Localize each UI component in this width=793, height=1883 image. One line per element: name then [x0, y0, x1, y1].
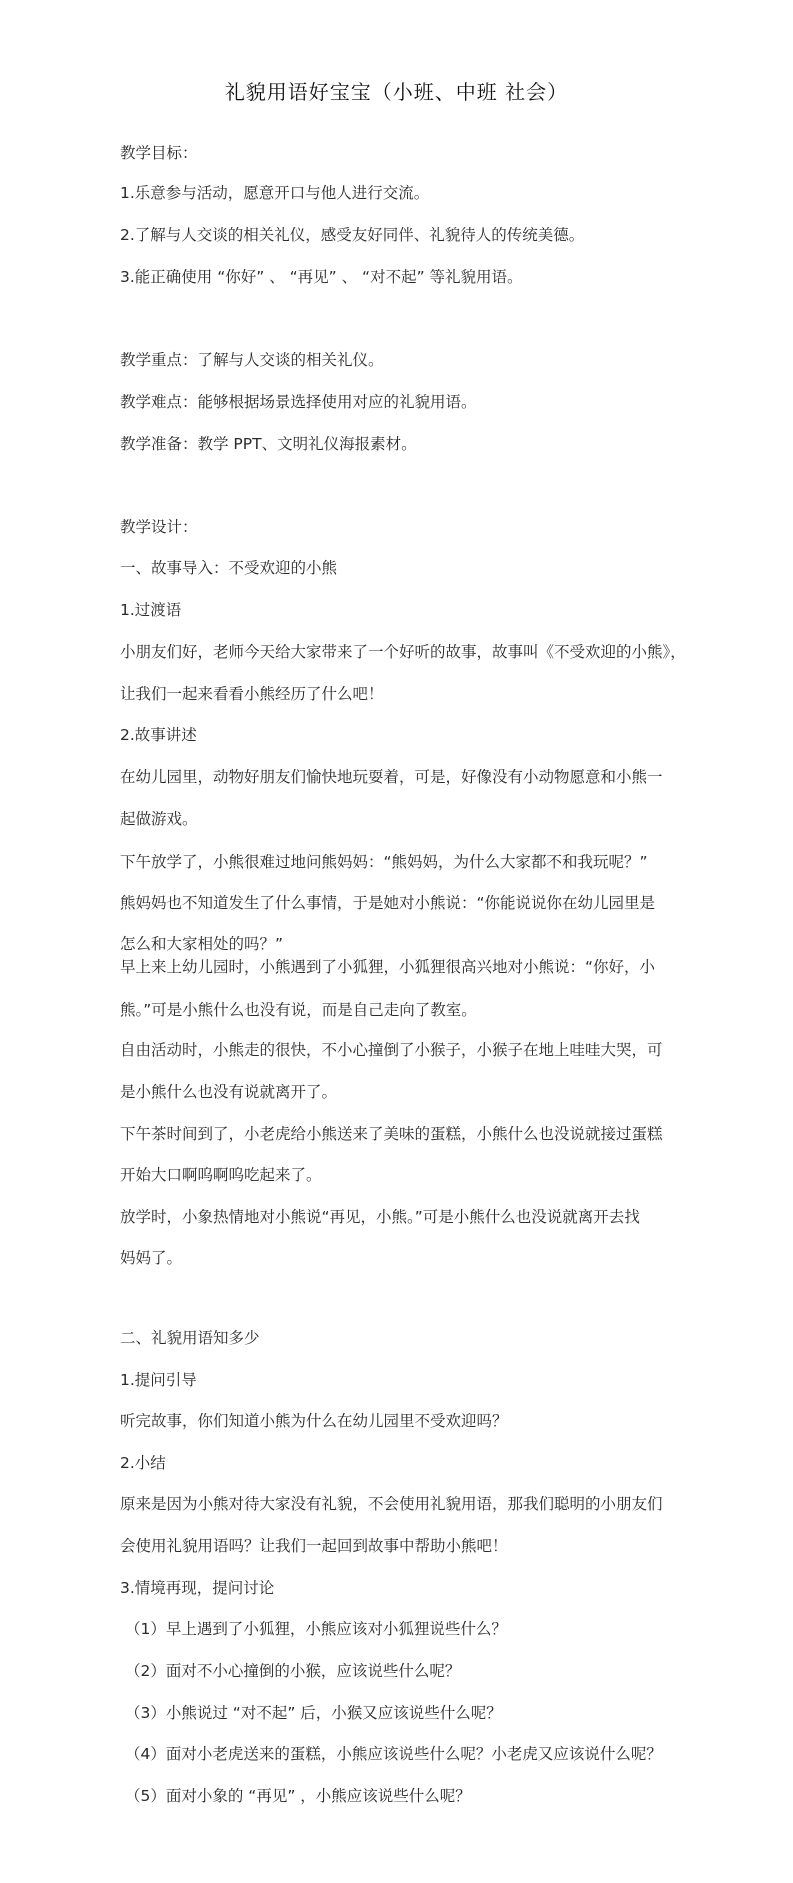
- discussion-question: （1）早上遇到了小狐狸，小熊应该对小狐狸说些什么？: [125, 1620, 507, 1638]
- paragraph-line: 2.小结: [120, 1454, 166, 1472]
- paragraph-line: 教学准备：教学 PPT、文明礼仪海报素材。: [120, 435, 417, 453]
- paragraph-line: 下午放学了，小熊很难过地问熊妈妈：“熊妈妈，为什么大家都不和我玩呢？”: [120, 853, 648, 871]
- paragraph-line: 教学重点：了解与人交谈的相关礼仪。: [120, 351, 384, 369]
- paragraph-line: 放学时，小象热情地对小熊说“再见，小熊。”可是小熊什么也没说就离开去找: [120, 1208, 640, 1226]
- paragraph-line: 1.乐意参与活动，愿意开口与他人进行交流。: [120, 184, 430, 202]
- paragraph-line: 听完故事，你们知道小熊为什么在幼儿园里不受欢迎吗？: [120, 1412, 508, 1430]
- paragraph-line: 教学设计：: [120, 518, 198, 536]
- paragraph-line: 3.情境再现，提问讨论: [120, 1579, 275, 1597]
- discussion-question: （5）面对小象的 “再见” ，小熊应该说些什么呢？: [125, 1787, 471, 1805]
- paragraph-line: 小朋友们好，老师今天给大家带来了一个好听的故事，故事叫《不受欢迎的小熊》，: [120, 643, 686, 661]
- paragraph-line: 是小熊什么也没有说就离开了。: [120, 1083, 338, 1101]
- paragraph-line: 3.能正确使用 “你好” 、 “再见” 、 “对不起” 等礼貌用语。: [120, 268, 523, 286]
- discussion-question: （2）面对不小心撞倒的小猴，应该说些什么呢？: [125, 1662, 461, 1680]
- paragraph-line: 在幼儿园里，动物好朋友们愉快地玩耍着，可是，好像没有小动物愿意和小熊一: [120, 768, 663, 786]
- discussion-question: （4）面对小老虎送来的蛋糕，小熊应该说些什么呢？小老虎又应该说什么呢？: [125, 1745, 662, 1763]
- paragraph-line: 2.故事讲述: [120, 726, 197, 744]
- paragraph-line: 自由活动时，小熊走的很快，不小心撞倒了小猴子，小猴子在地上哇哇大哭，可: [120, 1041, 663, 1059]
- paragraph-line: 妈妈了。: [120, 1249, 183, 1267]
- paragraph-line: 教学难点：能够根据场景选择使用对应的礼貌用语。: [120, 393, 477, 411]
- paragraph-line: 1.过渡语: [120, 601, 182, 619]
- paragraph-line: 熊妈妈也不知道发生了什么事情，于是她对小熊说：“你能说说你在幼儿园里是: [120, 894, 656, 912]
- paragraph-line: 怎么和大家相处的吗？”: [120, 935, 284, 953]
- paragraph-line: 让我们一起来看看小熊经历了什么吧！: [120, 685, 384, 703]
- paragraph-line: 原来是因为小熊对待大家没有礼貌，不会使用礼貌用语，那我们聪明的小朋友们: [120, 1495, 663, 1513]
- paragraph-line: 会使用礼貌用语吗？让我们一起回到故事中帮助小熊吧！: [120, 1537, 508, 1555]
- paragraph-line: 起做游戏。: [120, 810, 198, 828]
- paragraph-line: 一、故事导入：不受欢迎的小熊: [120, 559, 338, 577]
- paragraph-line: 教学目标：: [120, 144, 198, 162]
- paragraph-line: 早上来上幼儿园时，小熊遇到了小狐狸，小狐狸很高兴地对小熊说：“你好，小: [120, 958, 656, 976]
- discussion-question: （3）小熊说过 “对不起” 后，小猴又应该说些什么呢？: [125, 1704, 502, 1722]
- paragraph-line: 1.提问引导: [120, 1371, 197, 1389]
- paragraph-line: 熊。”可是小熊什么也没有说，而是自己走向了教室。: [120, 1001, 477, 1019]
- paragraph-line: 2.了解与人交谈的相关礼仪，感受友好同伴、礼貌待人的传统美德。: [120, 226, 585, 244]
- paragraph-line: 下午茶时间到了，小老虎给小熊送来了美味的蛋糕，小熊什么也没说就接过蛋糕: [120, 1125, 663, 1143]
- document-title: 礼貌用语好宝宝（小班、中班 社会）: [224, 80, 569, 104]
- paragraph-line: 开始大口啊呜啊呜吃起来了。: [120, 1166, 322, 1184]
- paragraph-line: 二、礼貌用语知多少: [120, 1329, 260, 1347]
